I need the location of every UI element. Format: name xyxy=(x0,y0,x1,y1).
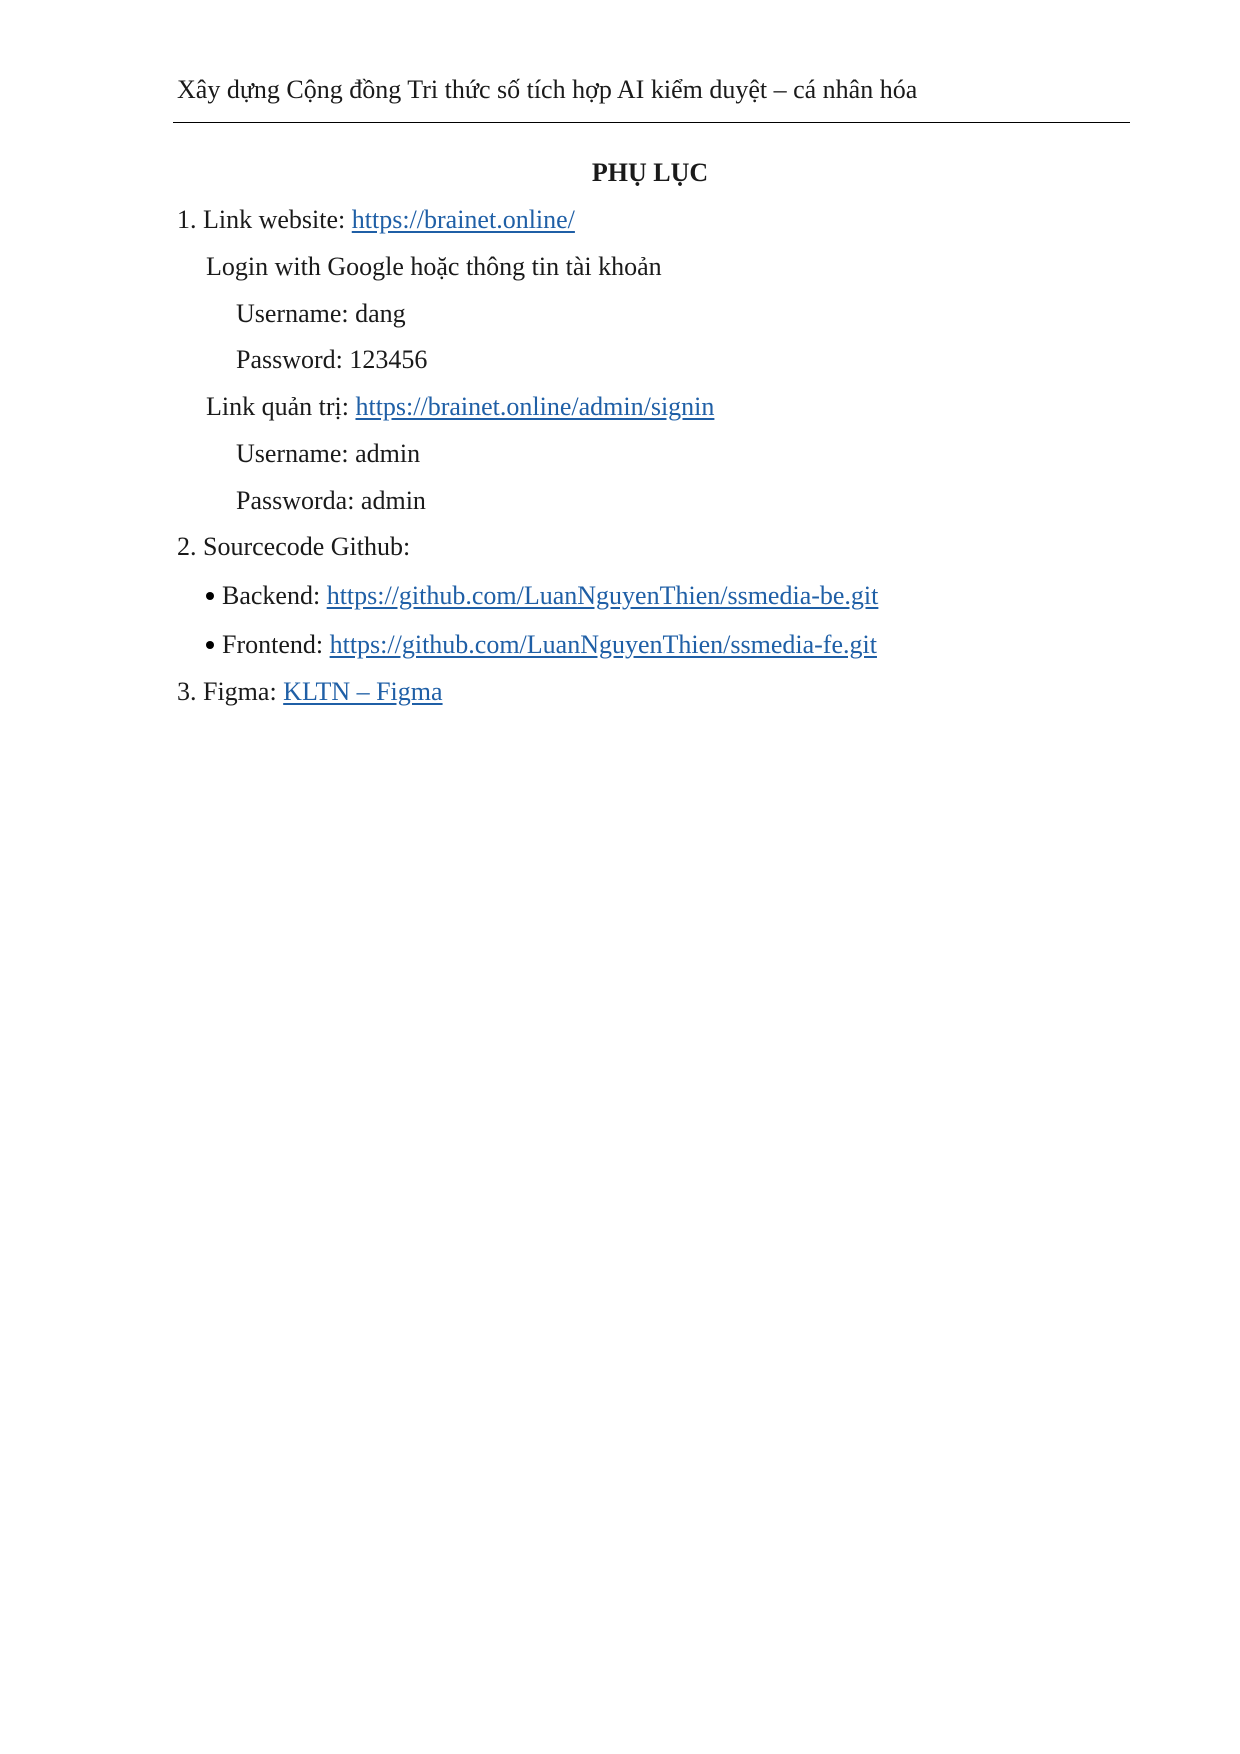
admin-username-text: Username: admin xyxy=(236,439,421,468)
figma-link[interactable]: KLTN – Figma xyxy=(283,677,443,706)
bullet-icon xyxy=(206,641,214,649)
website-link[interactable]: https://brainet.online/ xyxy=(351,205,575,234)
login-note: Login with Google hoặc thông tin tài khoản xyxy=(206,252,662,281)
admin-password-text: Passworda: admin xyxy=(236,486,426,515)
website-label: 1. Link website: xyxy=(177,205,352,234)
backend-item xyxy=(206,578,878,614)
backend-link[interactable]: https://github.com/LuanNguyenThien/ssmedia-be.git xyxy=(326,581,879,610)
header-divider xyxy=(173,122,1130,123)
frontend-label: Frontend: xyxy=(222,630,330,659)
bullet-icon xyxy=(206,592,214,600)
sourcecode-heading: 2. Sourcecode Github: xyxy=(177,532,411,561)
backend-label: Backend: xyxy=(222,581,327,610)
admin-link[interactable]: https://brainet.online/admin/signin xyxy=(355,392,715,421)
figma-item xyxy=(177,674,443,710)
running-header: Xây dựng Cộng đồng Tri thức số tích hợp AI kiểm duyệt – cá nhân hóa xyxy=(177,75,918,104)
admin-label: Link quản trị: xyxy=(206,392,356,421)
password-text: Password: 123456 xyxy=(236,345,428,374)
website-item xyxy=(177,202,575,238)
page-title: PHỤ LỤC xyxy=(591,158,709,187)
admin-item xyxy=(206,389,714,425)
frontend-link[interactable]: https://github.com/LuanNguyenThien/ssmedia-fe.git xyxy=(329,630,877,659)
frontend-item xyxy=(206,627,877,663)
figma-label: 3. Figma: xyxy=(177,677,284,706)
username-text: Username: dang xyxy=(236,299,406,328)
